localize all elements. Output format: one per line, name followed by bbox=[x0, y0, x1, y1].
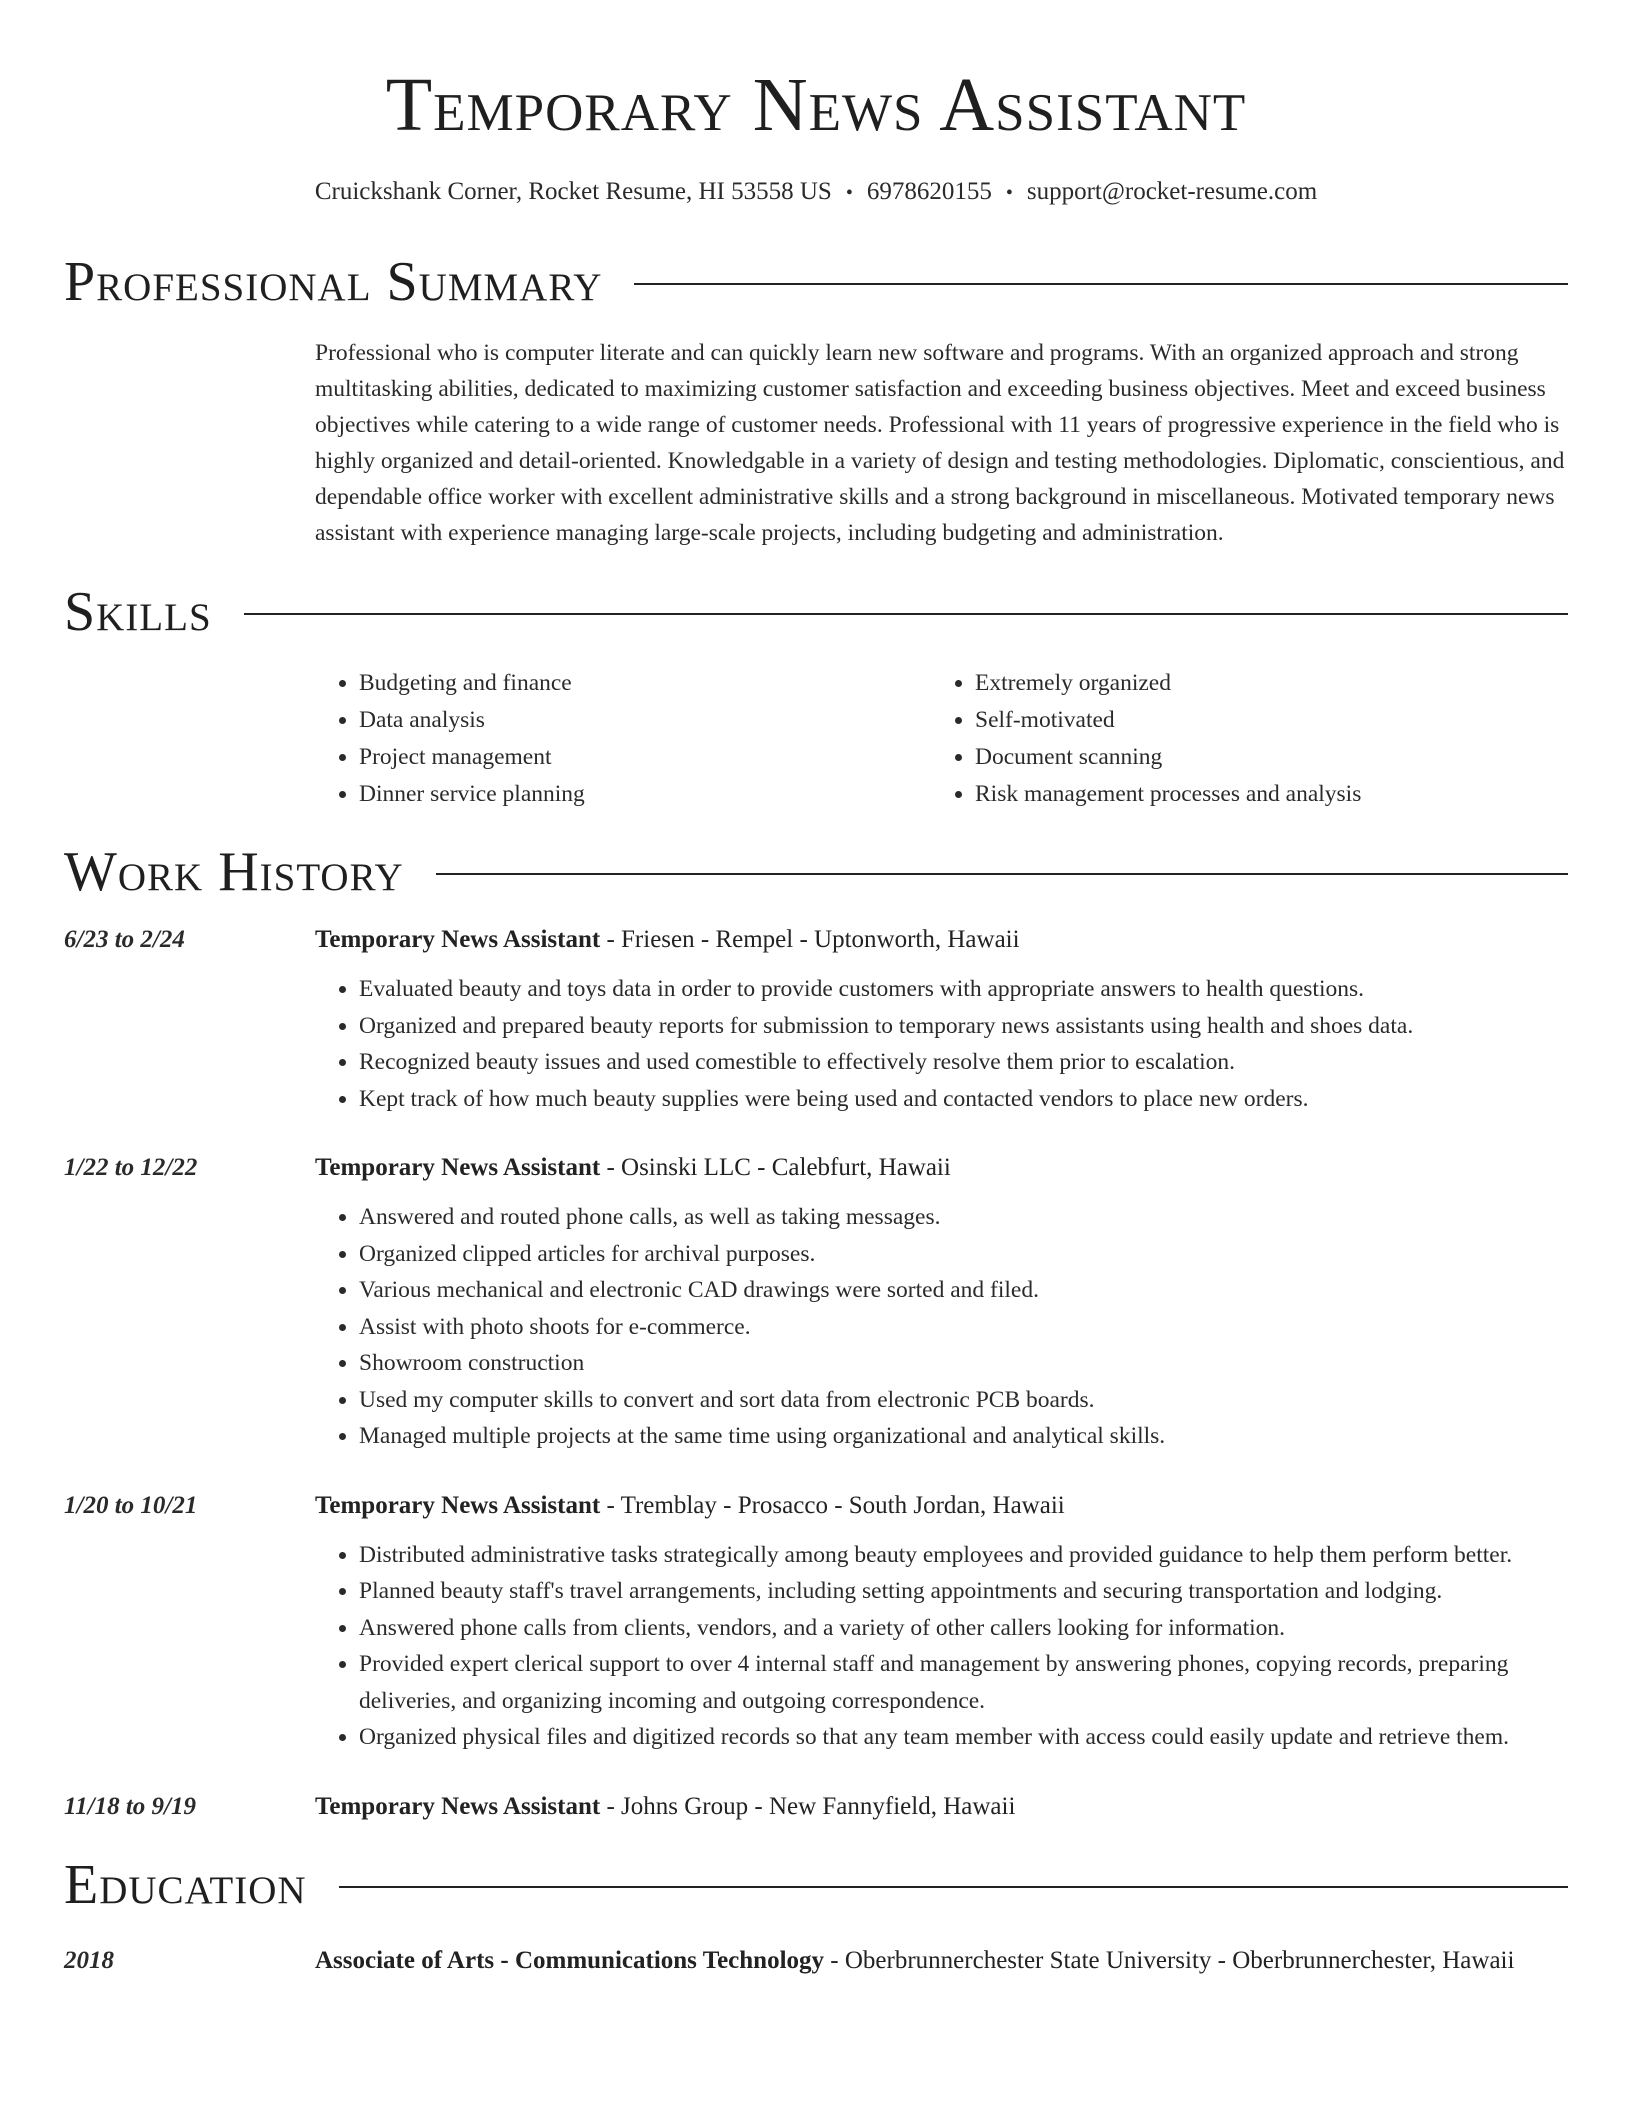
education-heading: Education bbox=[64, 1853, 307, 1916]
summary-heading: Professional Summary bbox=[64, 251, 603, 313]
contact-phone: 6978620155 bbox=[866, 178, 992, 205]
job-title: Temporary News Assistant bbox=[315, 1491, 601, 1519]
education-date: 2018 bbox=[64, 1946, 114, 1974]
job-bullet: • Managed multiple projects at the same time using organizational and analytical skills. bbox=[359, 1418, 1568, 1455]
skill-item: • Project management bbox=[359, 739, 931, 776]
job-dates: 6/23 to 2/24 bbox=[64, 926, 185, 953]
job-entry bbox=[64, 923, 1568, 1117]
contact-separator: • bbox=[1005, 182, 1013, 204]
job-title: Temporary News Assistant bbox=[315, 1792, 601, 1820]
job-title-line bbox=[315, 923, 1020, 957]
job-bullets bbox=[64, 1199, 1568, 1455]
resume-name: Temporary News Assistant bbox=[385, 63, 1247, 147]
job-title: Temporary News Assistant bbox=[315, 926, 601, 953]
job-employer: - Friesen - Rempel - Uptonworth, Hawaii bbox=[600, 926, 1020, 953]
job-bullet: • Planned beauty staff's travel arrangements, including setting appointments and securing transportation and lodging. bbox=[359, 1573, 1568, 1610]
job-bullet: • Organized physical files and digitized records so that any team member with access could easily update and retrieve them. bbox=[359, 1719, 1568, 1756]
skills-heading: Skills bbox=[64, 581, 212, 643]
job-bullet: • Kept track of how much beauty supplies were being used and contacted vendors to place new orders. bbox=[359, 1081, 1568, 1118]
job-bullet: • Provided expert clerical support to over 4 internal staff and management by answering phones, copying records, preparing deliveries, and organizing incoming and outgoing correspondence. bbox=[359, 1646, 1568, 1719]
education-school: - Oberbrunnerchester State University - Oberbrunnerchester, Hawaii bbox=[824, 1946, 1515, 1974]
job-bullet: • Assist with photo shoots for e-commerce. bbox=[359, 1309, 1568, 1346]
job-bullet: • Answered phone calls from clients, vendors, and a variety of other callers looking for information. bbox=[359, 1610, 1568, 1647]
section-divider bbox=[339, 1886, 1568, 1888]
contact-separator: • bbox=[845, 182, 853, 204]
job-entry bbox=[64, 1489, 1568, 1756]
work-heading: Work History bbox=[64, 841, 404, 903]
contact-line bbox=[64, 176, 1568, 209]
skill-item: • Budgeting and finance bbox=[359, 665, 931, 702]
education-header bbox=[64, 1944, 1568, 1978]
job-bullet: • Various mechanical and electronic CAD drawings were sorted and filed. bbox=[359, 1272, 1568, 1309]
section-divider bbox=[634, 283, 1568, 285]
summary-section-header bbox=[64, 251, 1568, 313]
job-bullet: • Organized clipped articles for archival purposes. bbox=[359, 1236, 1568, 1273]
skills-section-header bbox=[64, 581, 1568, 643]
job-employer: - Johns Group - New Fannyfield, Hawaii bbox=[600, 1792, 1016, 1820]
job-header bbox=[64, 1790, 1568, 1824]
skills-column-right bbox=[931, 665, 1547, 813]
job-bullet: • Evaluated beauty and toys data in order to provide customers with appropriate answers to health questions. bbox=[359, 971, 1568, 1008]
job-header bbox=[64, 1151, 1568, 1185]
resume-page bbox=[64, 0, 1568, 1978]
skill-item: • Document scanning bbox=[975, 739, 1547, 776]
skill-item: • Extremely organized bbox=[975, 665, 1547, 702]
section-divider bbox=[436, 873, 1568, 875]
summary-text: Professional who is computer literate and can quickly learn new software and programs. With an organized approach and strong multitasking abilities, dedicated to maximizing customer satisfaction and exceeding business objectives. Meet and exceed business objectives while catering to a wide range of customer needs. Professional with 11 years of progressive experience in the field who is highly organized and detail-oriented. Knowledgable in a variety of design and testing methodologies. Diplomatic, conscientious, and dependable office worker with excellent administrative skills and a strong background in miscellaneous. Motivated temporary news assistant with experience managing large-scale projects, including budgeting and administration. bbox=[315, 340, 1565, 546]
job-bullet: • Answered and routed phone calls, as well as taking messages. bbox=[359, 1199, 1568, 1236]
job-dates: 1/20 to 10/21 bbox=[64, 1491, 198, 1519]
job-bullets bbox=[64, 1537, 1568, 1756]
job-bullet: • Showroom construction bbox=[359, 1345, 1568, 1382]
job-dates: 11/18 to 9/19 bbox=[64, 1792, 196, 1820]
job-employer: - Osinski LLC - Calebfurt, Hawaii bbox=[600, 1154, 951, 1181]
skill-item: • Data analysis bbox=[359, 702, 931, 739]
skill-item: • Self-motivated bbox=[975, 702, 1547, 739]
job-title: Temporary News Assistant bbox=[315, 1154, 601, 1181]
job-bullet: • Organized and prepared beauty reports for submission to temporary news assistants using health and shoes data. bbox=[359, 1008, 1568, 1045]
skill-item: • Risk management processes and analysis bbox=[975, 776, 1547, 813]
skills-list bbox=[315, 665, 1568, 813]
education-line bbox=[315, 1944, 1514, 1978]
contact-address: Cruickshank Corner, Rocket Resume, HI 53558 US bbox=[314, 178, 832, 205]
education-entry bbox=[64, 1944, 1568, 1978]
section-divider bbox=[244, 613, 1568, 615]
contact-email: support@rocket-resume.com bbox=[1026, 178, 1318, 205]
job-bullet: • Distributed administrative tasks strategically among beauty employees and provided guidance to help them perform better. bbox=[359, 1537, 1568, 1574]
job-header bbox=[64, 1489, 1568, 1523]
job-entry bbox=[64, 1790, 1568, 1824]
job-title-line bbox=[315, 1790, 1015, 1824]
job-entry bbox=[64, 1151, 1568, 1455]
job-dates: 1/22 to 12/22 bbox=[64, 1154, 198, 1181]
work-section-header bbox=[64, 841, 1568, 903]
job-title-line bbox=[315, 1489, 1065, 1523]
job-bullet: • Used my computer skills to convert and sort data from electronic PCB boards. bbox=[359, 1382, 1568, 1419]
job-bullets bbox=[64, 971, 1568, 1117]
education-section-header bbox=[64, 1854, 1568, 1916]
skill-item: • Dinner service planning bbox=[359, 776, 931, 813]
education-degree: Associate of Arts - Communications Technology bbox=[315, 1946, 825, 1974]
skills-column-left bbox=[315, 665, 931, 813]
job-title-line bbox=[315, 1151, 951, 1185]
job-employer: - Tremblay - Prosacco - South Jordan, Hawaii bbox=[600, 1491, 1065, 1519]
job-bullet: • Recognized beauty issues and used comestible to effectively resolve them prior to escalation. bbox=[359, 1044, 1568, 1081]
job-header bbox=[64, 923, 1568, 957]
